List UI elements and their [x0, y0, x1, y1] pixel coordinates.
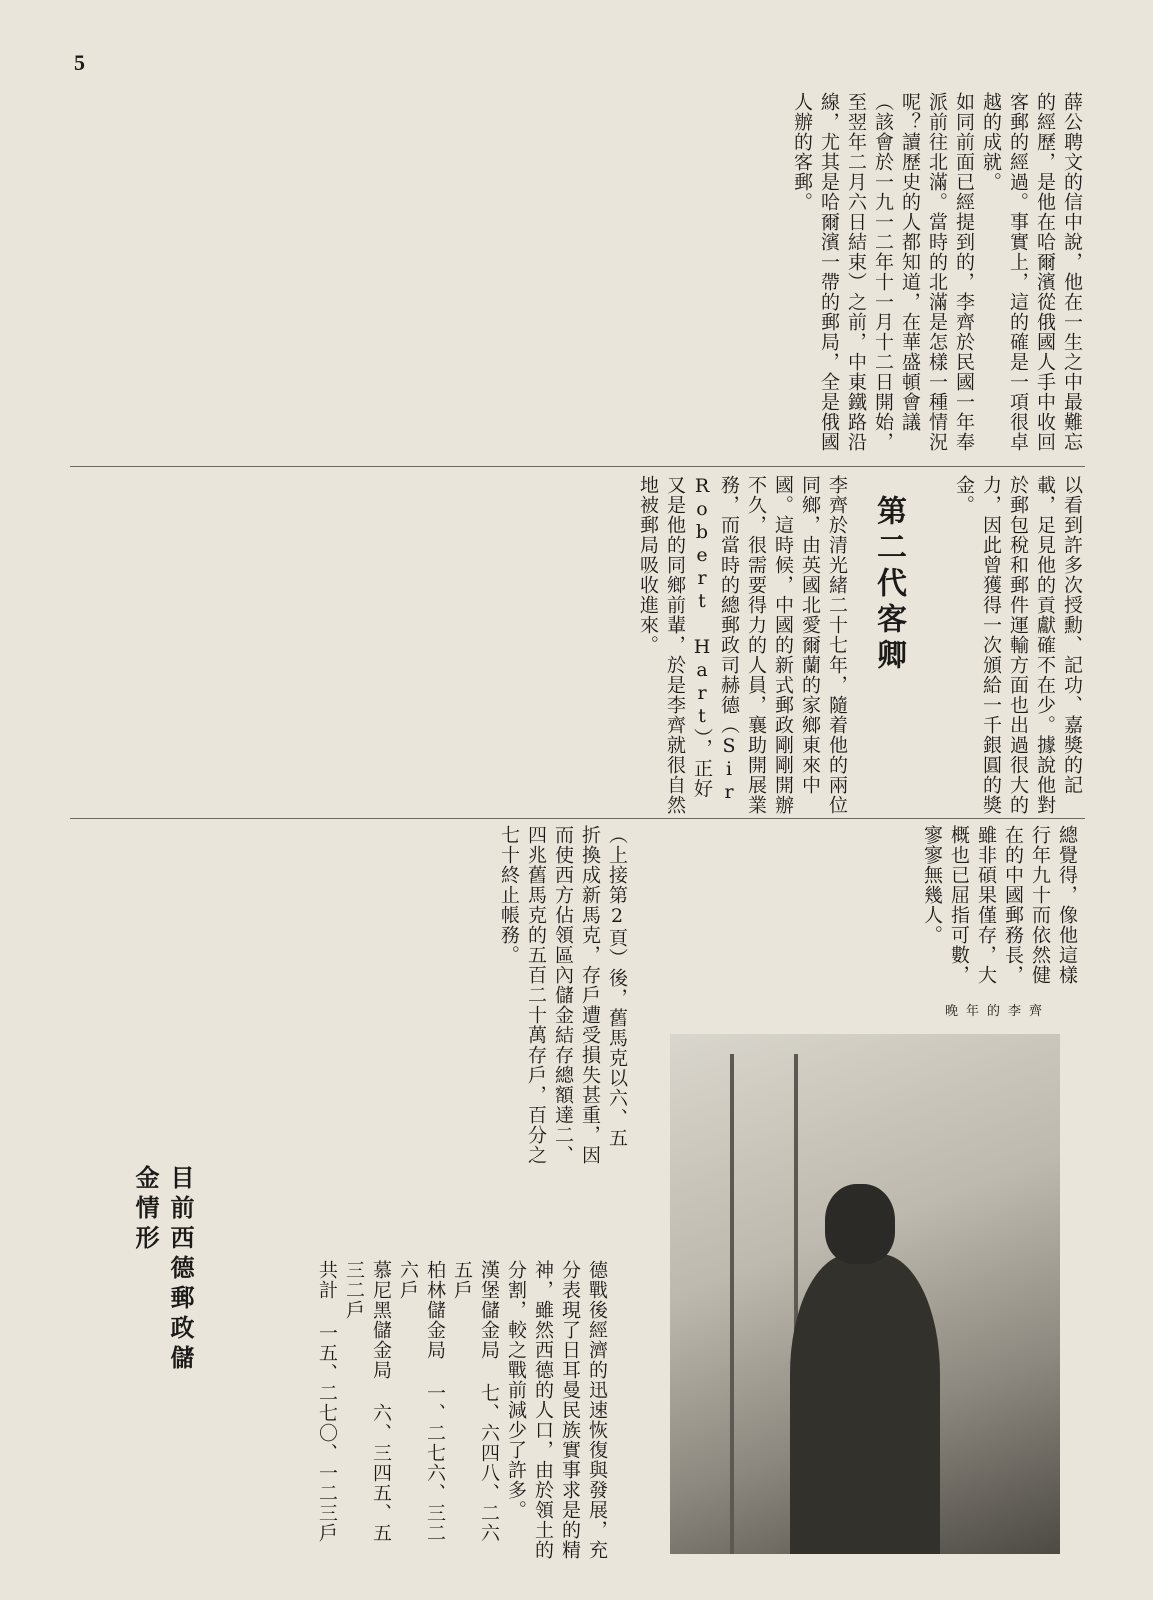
- article-block-lower-right: [640, 825, 1080, 995]
- page-number: 5: [74, 50, 85, 75]
- article-block-middle: [70, 475, 850, 815]
- article-block-bottom: [70, 1260, 610, 1560]
- window-frame: [730, 1054, 798, 1554]
- table-row: 慕尼黑儲金局 六、三四五、五三二戶: [343, 1260, 392, 1543]
- section-divider: [70, 818, 1085, 819]
- section-heading-second-generation: 第二代客卿: [871, 495, 906, 675]
- section-heading-west-germany: 目前西德郵政儲金情形: [131, 1165, 195, 1375]
- table-row: 共計 一五、二七〇、一二三戶: [316, 1260, 338, 1543]
- paragraph: 德戰後經濟的迅速恢復與發展，充分表現了日耳曼民族實事求是的精神，雖然西德的人口，由於領土的分割，較之戰前減少了許多。: [505, 1260, 608, 1560]
- section-divider: [70, 466, 1085, 467]
- article-block-lower-left: [210, 825, 630, 1165]
- article-block-top: [70, 92, 1085, 460]
- table-row: 漢堡儲金局 七、六四八、二六五戶: [451, 1260, 500, 1543]
- paragraph: 總覺得，像他這樣行年九十而依然健在的中國郵務長，雖非碩果僅存，大概也已屈指可數，寥寥無幾人。: [921, 825, 1078, 985]
- article-block-middle-right: [935, 475, 1085, 815]
- portrait-photo: [670, 1034, 1060, 1554]
- paragraph: 以看到許多次授勳、記功、嘉獎的記載，足見他的貢獻確不在少。據說他對於郵包稅和郵件運輸方面也出過很大的力，因此曾獲得一次頒給一千銀圓的獎金。: [953, 475, 1083, 815]
- portrait-figure: [640, 1000, 1080, 1560]
- table-row: 柏林儲金局 一、二七六、三二六戶: [397, 1260, 446, 1543]
- paragraph: 如同前面已經提到的，李齊於民國一年奉派前往北滿。當時的北滿是怎樣一種情況呢？讀歷史的人都知道，在華盛頓會議（該會於一九一二年十一月十二日開始，至翌年二月六日結束）之前，中東鐵路沿線，尤其是哈爾濱一帶的郵局，全是俄國人辦的客郵。: [791, 92, 975, 452]
- figure-head: [825, 1184, 895, 1264]
- photo-caption: 晚年的李齊: [944, 1004, 1050, 1019]
- paragraph: 李齊於清光緒二十七年，隨着他的兩位同鄉，由英國北愛爾蘭的家鄉東來中國。這時候，中國的新式郵政剛剛開辦不久，很需要得力的人員，襄助開展業務，而當時的總郵政司赫德（Sir Robert Hart），正好又是他的同鄉前輩，於是李齊就很自然地被郵局吸收進來。: [637, 475, 848, 815]
- paragraph: 薛公聘文的信中說，他在一生之中最難忘的經歷，是他在哈爾濱從俄國人手中收回客郵的經過。事實上，這的確是一項很卓越的成就。: [980, 92, 1083, 452]
- figure-body: [790, 1254, 940, 1554]
- paragraph: （上接第2頁）後，舊馬克以六、五折換成新馬克，存戶遭受損失甚重，因而使西方佔領區內儲金結存總額達二、四兆舊馬克的五百二十萬存戶，百分之七十終止帳務。: [498, 825, 628, 1165]
